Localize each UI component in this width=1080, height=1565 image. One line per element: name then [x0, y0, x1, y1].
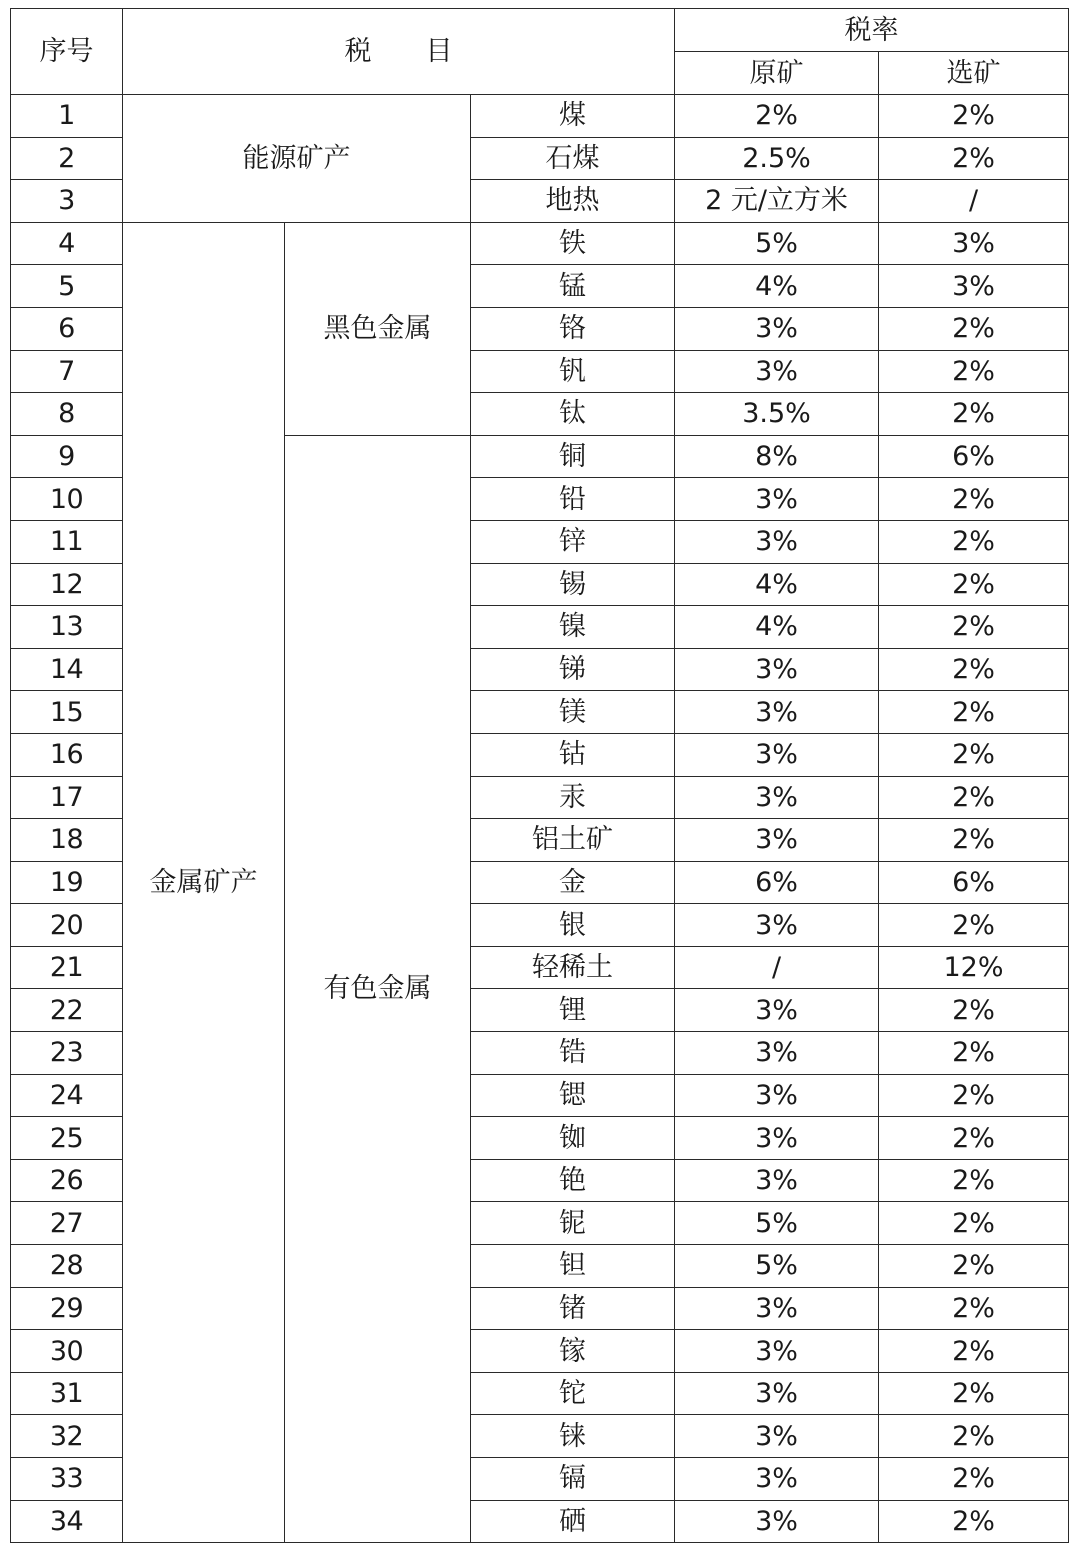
mineral-name: 金: [471, 861, 675, 904]
mineral-name: 铁: [471, 222, 675, 265]
rate-raw: 4%: [675, 265, 879, 308]
row-number: 15: [11, 691, 123, 734]
rate-raw: 5%: [675, 222, 879, 265]
row-number: 16: [11, 733, 123, 776]
rate-processed: 2%: [879, 1032, 1069, 1075]
table-row: [11, 222, 1069, 265]
row-number: 22: [11, 989, 123, 1032]
mineral-name: 镓: [471, 1330, 675, 1373]
rate-raw: 3%: [675, 1372, 879, 1415]
row-number: 32: [11, 1415, 123, 1458]
rate-processed: 2%: [879, 307, 1069, 350]
header-row: [11, 9, 1069, 52]
rate-raw: 8%: [675, 435, 879, 478]
row-number: 20: [11, 904, 123, 947]
rate-raw: 3%: [675, 1159, 879, 1202]
row-number: 23: [11, 1032, 123, 1075]
rate-processed: 2%: [879, 1415, 1069, 1458]
rate-raw: 3%: [675, 819, 879, 862]
mineral-name: 锰: [471, 265, 675, 308]
table-body: [11, 9, 1069, 1543]
mineral-name: 硒: [471, 1500, 675, 1543]
mineral-name: 钴: [471, 733, 675, 776]
rate-raw: 4%: [675, 563, 879, 606]
rate-raw: 3%: [675, 1415, 879, 1458]
rate-processed: 2%: [879, 1159, 1069, 1202]
mineral-name: 铯: [471, 1159, 675, 1202]
mineral-name: 锶: [471, 1074, 675, 1117]
rate-processed: 2%: [879, 776, 1069, 819]
rate-processed: 2%: [879, 648, 1069, 691]
row-number: 21: [11, 946, 123, 989]
rate-raw: 4%: [675, 606, 879, 649]
rate-raw: 5%: [675, 1245, 879, 1288]
mineral-name: 锌: [471, 520, 675, 563]
rate-raw: 3%: [675, 733, 879, 776]
rate-raw: 3%: [675, 1330, 879, 1373]
rate-raw: 3%: [675, 478, 879, 521]
rate-processed: 2%: [879, 1202, 1069, 1245]
mineral-name: 锂: [471, 989, 675, 1032]
mineral-name: 汞: [471, 776, 675, 819]
category-energy: 能源矿产: [123, 95, 471, 223]
row-number: 24: [11, 1074, 123, 1117]
rate-processed: 2%: [879, 520, 1069, 563]
mineral-name: 铬: [471, 307, 675, 350]
row-number: 6: [11, 307, 123, 350]
mineral-name: 铊: [471, 1372, 675, 1415]
mineral-name: 锑: [471, 648, 675, 691]
row-number: 2: [11, 137, 123, 180]
rate-raw: /: [675, 946, 879, 989]
rate-raw: 3%: [675, 904, 879, 947]
row-number: 34: [11, 1500, 123, 1543]
rate-processed: /: [879, 180, 1069, 223]
rate-processed: 2%: [879, 606, 1069, 649]
rate-processed: 3%: [879, 222, 1069, 265]
row-number: 30: [11, 1330, 123, 1373]
mineral-name: 铌: [471, 1202, 675, 1245]
mineral-name: 钒: [471, 350, 675, 393]
row-number: 17: [11, 776, 123, 819]
row-number: 5: [11, 265, 123, 308]
mineral-name: 煤: [471, 95, 675, 138]
rate-raw: 3%: [675, 1458, 879, 1501]
rate-raw: 2.5%: [675, 137, 879, 180]
row-number: 10: [11, 478, 123, 521]
row-number: 31: [11, 1372, 123, 1415]
rate-raw: 2%: [675, 95, 879, 138]
category-metal: 金属矿产: [123, 222, 285, 1542]
row-number: 28: [11, 1245, 123, 1288]
rate-raw: 3.5%: [675, 393, 879, 436]
rate-processed: 2%: [879, 1117, 1069, 1160]
rate-processed: 6%: [879, 435, 1069, 478]
header-item: 税 目: [123, 9, 675, 95]
header-seq: 序号: [11, 9, 123, 95]
mineral-name: 石煤: [471, 137, 675, 180]
mineral-name: 铼: [471, 1415, 675, 1458]
rate-processed: 2%: [879, 478, 1069, 521]
header-rate: 税率: [675, 9, 1069, 52]
header-raw: 原矿: [675, 52, 879, 95]
category-ferrous: 黑色金属: [285, 222, 471, 435]
row-number: 14: [11, 648, 123, 691]
row-number: 4: [11, 222, 123, 265]
rate-processed: 2%: [879, 350, 1069, 393]
mineral-name: 铷: [471, 1117, 675, 1160]
rate-processed: 2%: [879, 1074, 1069, 1117]
rate-raw: 3%: [675, 1117, 879, 1160]
rate-processed: 12%: [879, 946, 1069, 989]
category-nonferrous: 有色金属: [285, 435, 471, 1542]
mineral-name: 轻稀土: [471, 946, 675, 989]
row-number: 3: [11, 180, 123, 223]
rate-processed: 2%: [879, 137, 1069, 180]
row-number: 12: [11, 563, 123, 606]
rate-processed: 2%: [879, 904, 1069, 947]
row-number: 11: [11, 520, 123, 563]
rate-raw: 3%: [675, 520, 879, 563]
rate-processed: 2%: [879, 1287, 1069, 1330]
rate-raw: 6%: [675, 861, 879, 904]
row-number: 25: [11, 1117, 123, 1160]
rate-raw: 3%: [675, 1032, 879, 1075]
mineral-name: 镍: [471, 606, 675, 649]
row-number: 9: [11, 435, 123, 478]
rate-processed: 2%: [879, 1500, 1069, 1543]
rate-raw: 3%: [675, 1500, 879, 1543]
rate-raw: 3%: [675, 989, 879, 1032]
rate-processed: 2%: [879, 733, 1069, 776]
row-number: 8: [11, 393, 123, 436]
rate-raw: 3%: [675, 776, 879, 819]
rate-raw: 2 元/立方米: [675, 180, 879, 223]
rate-processed: 3%: [879, 265, 1069, 308]
rate-raw: 3%: [675, 691, 879, 734]
rate-raw: 3%: [675, 1287, 879, 1330]
mineral-name: 铅: [471, 478, 675, 521]
rate-raw: 3%: [675, 1074, 879, 1117]
rate-processed: 2%: [879, 95, 1069, 138]
rate-raw: 3%: [675, 648, 879, 691]
header-processed: 选矿: [879, 52, 1069, 95]
rate-processed: 2%: [879, 393, 1069, 436]
mineral-name: 铝土矿: [471, 819, 675, 862]
mineral-name: 锆: [471, 1032, 675, 1075]
mineral-name: 镁: [471, 691, 675, 734]
row-number: 26: [11, 1159, 123, 1202]
rate-processed: 2%: [879, 563, 1069, 606]
mineral-name: 镉: [471, 1458, 675, 1501]
row-number: 1: [11, 95, 123, 138]
rate-processed: 2%: [879, 1245, 1069, 1288]
rate-raw: 3%: [675, 307, 879, 350]
mineral-name: 锗: [471, 1287, 675, 1330]
mineral-name: 钽: [471, 1245, 675, 1288]
mineral-name: 铜: [471, 435, 675, 478]
row-number: 19: [11, 861, 123, 904]
rate-processed: 2%: [879, 989, 1069, 1032]
row-number: 13: [11, 606, 123, 649]
rate-processed: 2%: [879, 819, 1069, 862]
rate-raw: 5%: [675, 1202, 879, 1245]
rate-processed: 2%: [879, 1330, 1069, 1373]
rate-processed: 6%: [879, 861, 1069, 904]
rate-processed: 2%: [879, 1372, 1069, 1415]
mineral-name: 银: [471, 904, 675, 947]
rate-raw: 3%: [675, 350, 879, 393]
row-number: 29: [11, 1287, 123, 1330]
mineral-name: 钛: [471, 393, 675, 436]
tax-rate-table: [10, 8, 1069, 1543]
table-row: [11, 95, 1069, 138]
rate-processed: 2%: [879, 691, 1069, 734]
mineral-name: 地热: [471, 180, 675, 223]
row-number: 18: [11, 819, 123, 862]
mineral-name: 锡: [471, 563, 675, 606]
row-number: 7: [11, 350, 123, 393]
row-number: 27: [11, 1202, 123, 1245]
rate-processed: 2%: [879, 1458, 1069, 1501]
row-number: 33: [11, 1458, 123, 1501]
